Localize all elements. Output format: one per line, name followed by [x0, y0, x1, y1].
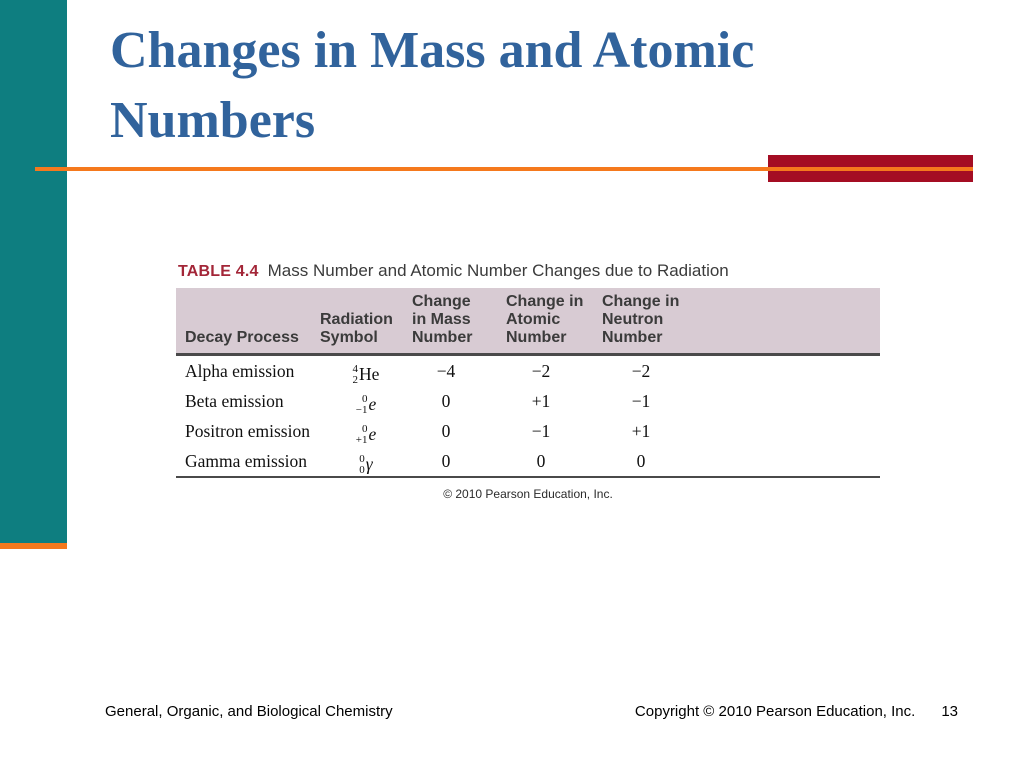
nuclide-mass-number: 4 [352, 363, 359, 375]
title-underline [35, 167, 973, 171]
nuclide-atomic-number: −1 [355, 404, 368, 416]
nuclide-notation [359, 454, 372, 476]
column-header-change-atomic-number: Change in Atomic Number [506, 288, 602, 355]
footer-book-title: General, Organic, and Biological Chemistry [105, 703, 393, 720]
nuclide-notation [356, 394, 377, 416]
spacer-cell [706, 288, 880, 355]
neutron-change-cell: 0 [602, 446, 706, 477]
spacer-cell [706, 386, 880, 416]
nuclide-notation [353, 364, 380, 386]
radiation-symbol-cell [320, 386, 412, 416]
neutron-change-cell: −1 [631, 390, 651, 411]
decay-process-cell: Beta emission [185, 390, 284, 411]
decay-process-cell: Positron emission [185, 420, 310, 441]
footer [105, 703, 958, 720]
footer-copyright: Copyright © 2010 Pearson Education, Inc. [634, 703, 916, 720]
mass-change-cell: 0 [441, 420, 451, 441]
left-accent-bar [0, 0, 67, 543]
column-header-radiation-symbol: Radiation Symbol [320, 288, 412, 355]
nuclide-atomic-number: 0 [359, 464, 365, 476]
table-source-credit: © 2010 Pearson Education, Inc. [443, 487, 613, 501]
decay-table [176, 288, 880, 478]
neutron-change-cell: +1 [631, 420, 651, 441]
mass-change-cell: −4 [436, 360, 456, 381]
column-header-change-neutron-number: Change in Neutron Number [602, 288, 706, 355]
radiation-symbol-cell [320, 416, 412, 446]
table-row-beta [176, 386, 880, 416]
nuclide-mass-number: 0 [361, 393, 368, 405]
nuclide-symbol: γ [365, 454, 373, 475]
nuclide-symbol: e [368, 424, 377, 445]
footer-right-group [635, 703, 958, 720]
spacer-cell [706, 416, 880, 446]
nuclide-notation [356, 424, 377, 446]
atomic-change-cell: +1 [531, 390, 551, 411]
nuclide-symbol: e [368, 394, 377, 415]
column-header-change-mass-number: Change in Mass Number [412, 288, 506, 355]
table-row-positron [176, 416, 880, 446]
spacer-cell [706, 355, 880, 387]
decay-process-cell: Gamma emission [176, 446, 320, 477]
nuclide-mass-number: 0 [361, 423, 368, 435]
neutron-change-cell: −2 [631, 360, 651, 381]
table-caption-title: Mass Number and Atomic Number Changes due to Radiation [267, 261, 729, 280]
left-accent-bar-underline [0, 543, 67, 549]
atomic-change-cell: 0 [506, 446, 602, 477]
slide-title: Changes in Mass and Atomic Numbers [110, 22, 755, 149]
nuclide-atomic-number: +1 [355, 434, 368, 446]
table-figure [176, 261, 880, 501]
radiation-symbol-cell [320, 355, 412, 387]
radiation-symbol-cell [320, 446, 412, 477]
atomic-change-cell: −2 [531, 360, 551, 381]
mass-change-cell: 0 [412, 446, 506, 477]
nuclide-atomic-number: 2 [352, 374, 359, 386]
decay-process-cell: Alpha emission [185, 360, 295, 381]
nuclide-mass-number: 0 [359, 453, 365, 465]
table-row-gamma [176, 446, 880, 477]
mass-change-cell: 0 [441, 390, 451, 411]
table-caption-label: TABLE 4.4 [178, 263, 259, 280]
nuclide-symbol: He [359, 364, 380, 385]
table-caption [178, 261, 880, 281]
column-header-decay-process: Decay Process [176, 288, 320, 355]
table-header-row [176, 288, 880, 355]
table-row-alpha [176, 355, 880, 387]
footer-page-number: 13 [941, 703, 958, 720]
atomic-change-cell: −1 [531, 420, 551, 441]
spacer-cell [706, 446, 880, 477]
